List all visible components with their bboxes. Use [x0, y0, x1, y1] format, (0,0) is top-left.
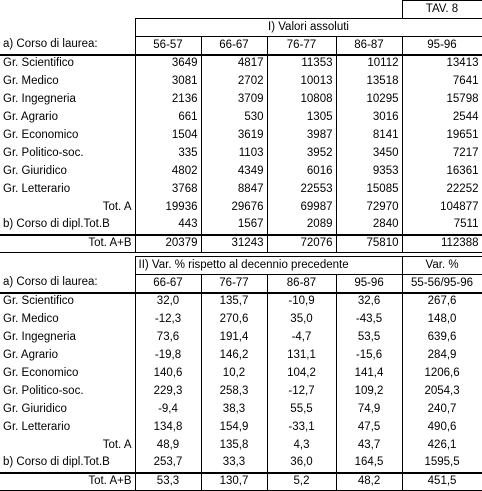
table-row: Gr. Economico 1504 3619 3987 8141 19651 — [0, 127, 482, 145]
diploma-row: b) Corso di dipl.Tot.B 443 1567 2089 2840 7511 — [0, 217, 482, 235]
table-row: Gr. Agrario -19,8 146,2 131,1 -15,6 284,9 — [0, 347, 482, 365]
table-row: Gr. Giuridico 4802 4349 6016 9353 16361 — [0, 163, 482, 181]
table-row: Gr. Politico-soc. 229,3 258,3 -12,7 109,2 2054,3 — [0, 383, 482, 401]
total-a-row: Tot. A 19936 29676 69987 72970 104877 — [0, 199, 482, 217]
col-header: 95-96 — [336, 275, 402, 293]
section2-header-right: Var. % — [402, 257, 482, 275]
col-header: 86-87 — [336, 37, 402, 55]
col-header: 95-96 — [402, 37, 482, 55]
table-row: Gr. Ingegneria 2136 3709 10808 10295 15798 — [0, 91, 482, 109]
table-row: Gr. Medico -12,3 270,6 35,0 -43,5 148,0 — [0, 311, 482, 329]
section2-header: II) Var. % rispetto al decennio precedente — [135, 257, 402, 275]
table-row: Gr. Giuridico -9,4 38,3 55,5 74,9 240,7 — [0, 401, 482, 419]
section1-body — [0, 55, 482, 253]
col-header: 55-56/95-96 — [402, 275, 482, 293]
table-row: Gr. Politico-soc. 335 1103 3952 3450 7217 — [0, 145, 482, 163]
col-header: 66-67 — [201, 37, 267, 55]
table-row: Gr. Medico 3081 2702 10013 13518 7641 — [0, 73, 482, 91]
table-row: Gr. Scientifico 3649 4817 11353 10112 13413 — [0, 55, 482, 73]
col-header: 86-87 — [267, 275, 336, 293]
section1-header: I) Valori assoluti — [135, 19, 482, 37]
total-a-row: Tot. A 48,9 135,8 4,3 43,7 426,1 — [0, 437, 482, 455]
table-row: Gr. Scientifico 32,0 135,7 -10,9 32,6 267,6 — [0, 293, 482, 311]
table-row: Gr. Economico 140,6 10,2 104,2 141,4 1206,6 — [0, 365, 482, 383]
section2-body — [0, 293, 482, 491]
total-ab-row: Tot. A+B 53,3 130,7 5,2 48,2 451,5 — [0, 473, 482, 491]
col-header: 76-77 — [267, 37, 336, 55]
tav-label: TAV. 8 — [402, 1, 482, 19]
section1-col-label: a) Corso di laurea: — [0, 37, 135, 55]
col-header: 56-57 — [135, 37, 201, 55]
section2-col-label: a) Corso di laurea: — [0, 275, 135, 293]
percent-variation-table — [0, 256, 482, 491]
table-row: Gr. Letterario 3768 8847 22553 15085 22252 — [0, 181, 482, 199]
table-row: Gr. Agrario 661 530 1305 3016 2544 — [0, 109, 482, 127]
diploma-row: b) Corso di dipl.Tot.B 253,7 33,3 36,0 164,5 1595,5 — [0, 455, 482, 473]
col-header: 66-67 — [135, 275, 201, 293]
table-row: Gr. Letterario 134,8 154,9 -33,1 47,5 490,6 — [0, 419, 482, 437]
table-row: Gr. Ingegneria 73,6 191,4 -4,7 53,5 639,6 — [0, 329, 482, 347]
col-header: 76-77 — [201, 275, 267, 293]
total-ab-row: Tot. A+B 20379 31243 72076 75810 112388 — [0, 235, 482, 253]
